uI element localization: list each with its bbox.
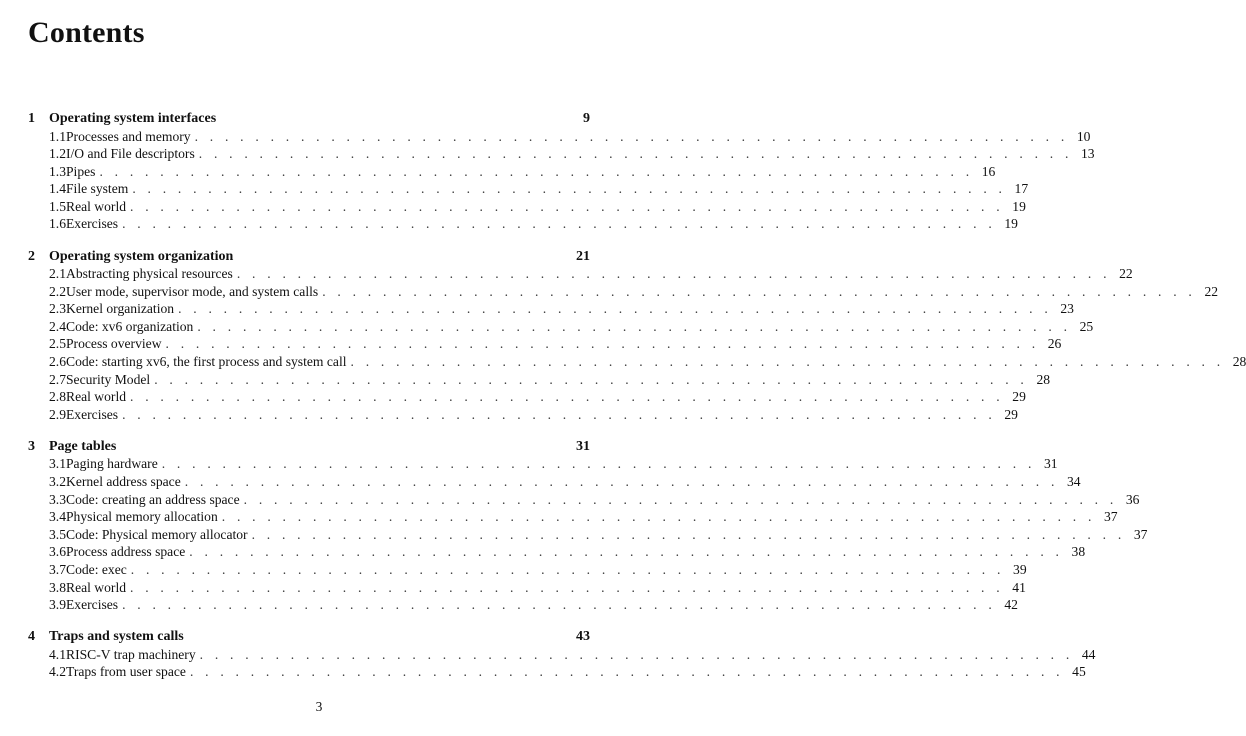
chapter-title: Operating system interfaces bbox=[49, 111, 217, 126]
section-title: Real world bbox=[66, 579, 127, 595]
dot-leader: . . . . . . . . . . . . . . . . . . . . . . . . . . . . . . . . . . . . . . . . . . . . . . . . . . . . . . . . . . bbox=[122, 406, 996, 422]
section-entry[interactable] bbox=[28, 579, 1026, 598]
section-title: Exercises bbox=[66, 216, 119, 232]
chapter-entry[interactable] bbox=[28, 439, 590, 457]
section-page-number: 28 bbox=[1232, 354, 1246, 370]
section-entry[interactable] bbox=[28, 646, 1096, 665]
section-page-number: 25 bbox=[1079, 318, 1094, 334]
section-number: 2.8 bbox=[49, 389, 66, 405]
section-entry[interactable] bbox=[28, 664, 1086, 682]
chapter-number: 3 bbox=[28, 438, 35, 454]
section-entry[interactable] bbox=[28, 456, 1058, 474]
section-title: Security Model bbox=[66, 371, 151, 387]
section-entry[interactable] bbox=[28, 318, 1094, 337]
section-page-number: 19 bbox=[1004, 216, 1018, 232]
chapter-entry[interactable] bbox=[28, 111, 590, 129]
section-number: 2.1 bbox=[49, 266, 66, 282]
section-title: I/O and File descriptors bbox=[66, 146, 195, 162]
dot-leader: . . . . . . . . . . . . . . . . . . . . . . . . . . . . . . . . . . . . . . . . . . . . . . . . . . . . . . . . . . bbox=[178, 301, 1052, 317]
section-entry[interactable] bbox=[28, 216, 1018, 234]
section-entry[interactable] bbox=[28, 283, 1219, 302]
dot-leader: . . . . . . . . . . . . . . . . . . . . . . . . . . . . . . . . . . . . . . . . . . . . . . . . . . . . . . . . . . bbox=[122, 597, 996, 613]
section-number: 1.1 bbox=[49, 128, 66, 144]
section-page-number: 31 bbox=[1043, 456, 1058, 472]
chapter-block bbox=[28, 629, 1096, 682]
dot-leader: . . . . . . . . . . . . . . . . . . . . . . . . . . . . . . . . . . . . . . . . . . . . . . . . . . . . . . . . . . bbox=[132, 181, 1007, 197]
dot-leader: . . . . . . . . . . . . . . . . . . . . . . . . . . . . . . . . . . . . . . . . . . . . . . . . . . . . . . . . . . bbox=[189, 664, 1064, 680]
dot-leader: . . . . . . . . . . . . . . . . . . . . . . . . . . . . . . . . . . . . . . . . . . . . . . . . . . . . . . . . . . bbox=[130, 389, 1004, 405]
dot-leader: . . . . . . . . . . . . . . . . . . . . . . . . . . . . . . . . . . . . . . . . . . . . . . . . . . . . . . . . . . bbox=[197, 318, 1072, 334]
section-number: 3.9 bbox=[49, 597, 66, 613]
section-entry[interactable] bbox=[28, 544, 1086, 562]
dot-leader: . . . . . . . . . . . . . . . . . . . . . . . . . . . . . . . . . . . . . . . . . . . . . . . . . . . . . . . . . . bbox=[199, 646, 1074, 662]
section-number: 2.7 bbox=[49, 371, 66, 387]
section-entry[interactable] bbox=[28, 406, 1018, 425]
section-number: 2.4 bbox=[49, 318, 66, 334]
section-number: 1.4 bbox=[49, 181, 66, 197]
section-title: Process overview bbox=[66, 336, 162, 352]
dot-leader: . . . . . . . . . . . . . . . . . . . . . . . . . . . . . . . . . . . . . . . . . . . . . . . . . . . . . . . . . . bbox=[122, 216, 996, 232]
chapter-block bbox=[28, 438, 1148, 615]
dot-leader: . . . . . . . . . . . . . . . . . . . . . . . . . . . . . . . . . . . . . . . . . . . . . . . . . . . . . . . . . . bbox=[165, 336, 1040, 352]
section-page-number: 42 bbox=[1004, 597, 1018, 613]
section-page-number: 22 bbox=[1119, 266, 1133, 282]
section-number: 3.8 bbox=[49, 579, 66, 595]
section-entry[interactable] bbox=[28, 597, 1018, 615]
section-number: 2.6 bbox=[49, 354, 66, 370]
section-number: 2.5 bbox=[49, 336, 66, 352]
chapter-entry[interactable] bbox=[28, 629, 590, 647]
section-title: Physical memory allocation bbox=[66, 509, 218, 525]
section-title: Exercises bbox=[66, 597, 119, 613]
section-number: 3.2 bbox=[49, 474, 66, 489]
chapter-page-number: 43 bbox=[576, 629, 590, 645]
section-page-number: 39 bbox=[1013, 561, 1027, 577]
section-number: 1.2 bbox=[49, 146, 66, 162]
section-title: RISC-V trap machinery bbox=[66, 646, 196, 662]
section-number: 3.6 bbox=[49, 544, 66, 560]
section-title: Code: exec bbox=[66, 561, 127, 577]
section-number: 1.5 bbox=[49, 198, 66, 214]
chapter-page-number: 31 bbox=[576, 438, 590, 454]
dot-leader: . . . . . . . . . . . . . . . . . . . . . . . . . . . . . . . . . . . . . . . . . . . . . . . . . . . . . . . . . . bbox=[221, 509, 1096, 525]
section-page-number: 28 bbox=[1036, 371, 1051, 387]
chapter-block bbox=[28, 248, 1246, 425]
dot-leader: . . . . . . . . . . . . . . . . . . . . . . . . . . . . . . . . . . . . . . . . . . . . . . . . . . . . . . . . . . bbox=[189, 544, 1064, 560]
section-entry[interactable] bbox=[28, 198, 1026, 217]
dot-leader: . . . . . . . . . . . . . . . . . . . . . . . . . . . . . . . . . . . . . . . . . . . . . . . . . . . . . . . . . . bbox=[194, 128, 1069, 144]
section-entry[interactable] bbox=[28, 336, 1062, 354]
section-number: 2.2 bbox=[49, 283, 66, 299]
section-entry[interactable] bbox=[28, 354, 1246, 372]
chapter-block bbox=[28, 111, 1095, 234]
dot-leader: . . . . . . . . . . . . . . . . . . . . . . . . . . . . . . . . . . . . . . . . . . . . . . . . . . . . . . . . . . bbox=[251, 526, 1126, 542]
chapter-title: Operating system organization bbox=[49, 248, 234, 264]
section-page-number: 44 bbox=[1081, 646, 1096, 662]
section-number: 1.6 bbox=[49, 216, 66, 232]
section-page-number: 37 bbox=[1133, 526, 1148, 542]
section-title: Kernel organization bbox=[66, 301, 175, 317]
section-page-number: 41 bbox=[1012, 579, 1026, 595]
dot-leader: . . . . . . . . . . . . . . . . . . . . . . . . . . . . . . . . . . . . . . . . . . . . . . . . . . . . . . . . . . bbox=[130, 198, 1004, 214]
section-page-number: 16 bbox=[981, 163, 996, 179]
section-number: 3.7 bbox=[49, 561, 66, 577]
section-number: 2.9 bbox=[49, 406, 66, 422]
section-title: Exercises bbox=[66, 406, 119, 422]
section-title: Process address space bbox=[66, 544, 186, 560]
section-title: Code: xv6 organization bbox=[66, 318, 194, 334]
section-title: Kernel address space bbox=[66, 474, 181, 489]
chapter-number: 2 bbox=[28, 248, 35, 264]
section-page-number: 22 bbox=[1204, 283, 1219, 299]
dot-leader: . . . . . . . . . . . . . . . . . . . . . . . . . . . . . . . . . . . . . . . . . . . . . . . . . . . . . . . . . . bbox=[198, 146, 1073, 162]
section-title: File system bbox=[66, 181, 129, 197]
section-page-number: 19 bbox=[1012, 198, 1026, 214]
section-title: Real world bbox=[66, 198, 127, 214]
section-page-number: 37 bbox=[1104, 509, 1118, 525]
section-title: Code: Physical memory allocator bbox=[66, 526, 248, 542]
section-entry[interactable] bbox=[28, 128, 1091, 147]
section-number: 3.5 bbox=[49, 526, 66, 542]
section-entry[interactable] bbox=[28, 526, 1148, 545]
section-entry[interactable] bbox=[28, 474, 1081, 492]
section-page-number: 34 bbox=[1066, 474, 1081, 489]
dot-leader: . . . . . . . . . . . . . . . . . . . . . . . . . . . . . . . . . . . . . . . . . . . . . . . . . . . . . . . . . . bbox=[99, 163, 974, 179]
dot-leader: . . . . . . . . . . . . . . . . . . . . . . . . . . . . . . . . . . . . . . . . . . . . . . . . . . . . . . . . . . bbox=[184, 474, 1059, 489]
dot-leader: . . . . . . . . . . . . . . . . . . . . . . . . . . . . . . . . . . . . . . . . . . . . . . . . . . . . . . . . . . bbox=[130, 579, 1004, 595]
section-title: Code: creating an address space bbox=[66, 491, 240, 507]
section-title: Abstracting physical resources bbox=[66, 266, 233, 282]
page-title: Contents bbox=[28, 16, 145, 49]
table-of-contents bbox=[28, 111, 1246, 696]
section-number: 4.1 bbox=[49, 646, 66, 662]
section-page-number: 29 bbox=[1004, 406, 1018, 422]
dot-leader: . . . . . . . . . . . . . . . . . . . . . . . . . . . . . . . . . . . . . . . . . . . . . . . . . . . . . . . . . . bbox=[236, 266, 1111, 282]
section-title: User mode, supervisor mode, and system calls bbox=[66, 283, 319, 299]
section-title: Processes and memory bbox=[66, 128, 191, 144]
section-page-number: 36 bbox=[1125, 491, 1140, 507]
section-page-number: 38 bbox=[1071, 544, 1086, 560]
section-entry[interactable] bbox=[28, 181, 1029, 199]
dot-leader: . . . . . . . . . . . . . . . . . . . . . . . . . . . . . . . . . . . . . . . . . . . . . . . . . . . . . . . . . . bbox=[322, 283, 1197, 299]
dot-leader: . . . . . . . . . . . . . . . . . . . . . . . . . . . . . . . . . . . . . . . . . . . . . . . . . . . . . . . . . . bbox=[350, 354, 1225, 370]
section-number: 1.3 bbox=[49, 163, 66, 179]
section-entry[interactable] bbox=[28, 371, 1051, 390]
section-page-number: 26 bbox=[1047, 336, 1062, 352]
section-title: Paging hardware bbox=[66, 456, 158, 472]
page-number: 3 bbox=[315, 699, 323, 714]
dot-leader: . . . . . . . . . . . . . . . . . . . . . . . . . . . . . . . . . . . . . . . . . . . . . . . . . . . . . . . . . . bbox=[130, 561, 1005, 577]
section-entry[interactable] bbox=[28, 561, 1027, 580]
dot-leader: . . . . . . . . . . . . . . . . . . . . . . . . . . . . . . . . . . . . . . . . . . . . . . . . . . . . . . . . . . bbox=[154, 371, 1029, 387]
chapter-title: Traps and system calls bbox=[49, 629, 184, 645]
chapter-number: 1 bbox=[28, 111, 35, 126]
section-entry[interactable] bbox=[28, 301, 1074, 319]
section-page-number: 10 bbox=[1076, 128, 1091, 144]
chapter-page-number: 9 bbox=[583, 111, 590, 126]
section-number: 3.4 bbox=[49, 509, 66, 525]
dot-leader: . . . . . . . . . . . . . . . . . . . . . . . . . . . . . . . . . . . . . . . . . . . . . . . . . . . . . . . . . . bbox=[243, 491, 1118, 507]
section-page-number: 17 bbox=[1014, 181, 1029, 197]
section-page-number: 29 bbox=[1012, 389, 1026, 405]
section-number: 3.1 bbox=[49, 456, 66, 472]
section-number: 4.2 bbox=[49, 664, 66, 680]
section-entry[interactable] bbox=[28, 163, 996, 182]
chapter-page-number: 21 bbox=[576, 248, 590, 264]
section-title: Code: starting xv6, the first process and system call bbox=[66, 354, 347, 370]
chapter-entry[interactable] bbox=[28, 249, 590, 267]
section-page-number: 13 bbox=[1080, 146, 1095, 162]
section-title: Traps from user space bbox=[66, 664, 186, 680]
section-title: Real world bbox=[66, 389, 127, 405]
section-number: 3.3 bbox=[49, 491, 66, 507]
section-entry[interactable] bbox=[28, 509, 1118, 527]
chapter-number: 4 bbox=[28, 629, 35, 645]
section-entry[interactable] bbox=[28, 266, 1133, 284]
section-number: 2.3 bbox=[49, 301, 66, 317]
section-entry[interactable] bbox=[28, 389, 1026, 407]
section-entry[interactable] bbox=[28, 491, 1140, 510]
section-title: Pipes bbox=[66, 163, 96, 179]
section-entry[interactable] bbox=[28, 146, 1095, 164]
chapter-title: Page tables bbox=[49, 438, 117, 454]
section-page-number: 23 bbox=[1060, 301, 1074, 317]
dot-leader: . . . . . . . . . . . . . . . . . . . . . . . . . . . . . . . . . . . . . . . . . . . . . . . . . . . . . . . . . . bbox=[161, 456, 1036, 472]
section-page-number: 45 bbox=[1072, 664, 1086, 680]
